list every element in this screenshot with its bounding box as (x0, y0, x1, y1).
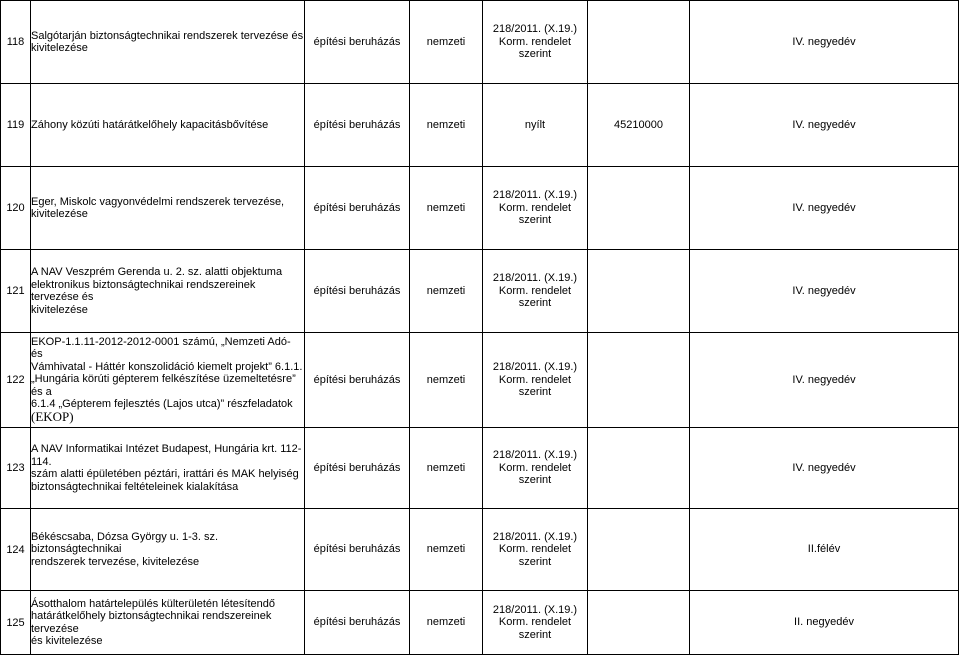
procedure-law: 218/2011. (X.19.) Korm. rendelet szerint (483, 428, 588, 509)
row-number: 122 (1, 333, 31, 428)
procedure-regime: nemzeti (410, 167, 483, 250)
project-title: A NAV Informatikai Intézet Budapest, Hungária krt. 112-114. szám alatti épületében péztári, irattári és MAK helyiség biztonságtechnikai feltételeinek kialakítása (31, 428, 305, 509)
table-row (1, 428, 959, 509)
planned-period: IV. negyedév (690, 1, 959, 84)
procedure-law: 218/2011. (X.19.) Korm. rendelet szerint (483, 333, 588, 428)
planned-period: IV. negyedév (690, 167, 959, 250)
row-number: 125 (1, 591, 31, 655)
procedure-regime: nemzeti (410, 509, 483, 591)
cpv-code (588, 167, 690, 250)
table-row (1, 167, 959, 250)
procedure-regime: nemzeti (410, 250, 483, 333)
cpv-code (588, 509, 690, 591)
table-row (1, 250, 959, 333)
cpv-code (588, 250, 690, 333)
row-number: 123 (1, 428, 31, 509)
cpv-code (588, 428, 690, 509)
procurement-type: építési beruházás (305, 1, 410, 84)
procedure-law: 218/2011. (X.19.) Korm. rendelet szerint (483, 1, 588, 84)
table-row (1, 591, 959, 655)
project-title: Záhony közúti határátkelőhely kapacitásbővítése (31, 84, 305, 167)
planned-period: IV. negyedév (690, 84, 959, 167)
table-row (1, 1, 959, 84)
procurement-type: építési beruházás (305, 250, 410, 333)
cpv-code: 45210000 (588, 84, 690, 167)
cpv-code (588, 591, 690, 655)
procedure-regime: nemzeti (410, 591, 483, 655)
procedure-law: nyílt (483, 84, 588, 167)
row-number: 120 (1, 167, 31, 250)
procedure-regime: nemzeti (410, 1, 483, 84)
planned-period: IV. negyedév (690, 428, 959, 509)
project-title: EKOP-1.1.11-2012-2012-0001 számú, „Nemzeti Adó- és Vámhivatal - Háttér konszolidáció kiemelt projekt” 6.1.1. „Hungária körúti gépterem felkészítése üzemeltetésre” és a 6.1.4 „Gépterem fejlesztés (Lajos utca)” részfeladatok (EKOP) (31, 333, 305, 428)
row-number: 118 (1, 1, 31, 84)
cpv-code (588, 1, 690, 84)
row-number: 124 (1, 509, 31, 591)
procedure-law: 218/2011. (X.19.) Korm. rendelet szerint (483, 591, 588, 655)
project-title: Eger, Miskolc vagyonvédelmi rendszerek tervezése, kivitelezése (31, 167, 305, 250)
table-row (1, 84, 959, 167)
procedure-law: 218/2011. (X.19.) Korm. rendelet szerint (483, 167, 588, 250)
cpv-code (588, 333, 690, 428)
project-title: Ásotthalom határtelepülés külterületén létesítendő határátkelőhely biztonságtechnikai rendszereinek tervezése és kivitelezése (31, 591, 305, 655)
project-code-suffix: (EKOP) (31, 408, 74, 424)
planned-period: II. negyedév (690, 591, 959, 655)
procurement-type: építési beruházás (305, 428, 410, 509)
procedure-regime: nemzeti (410, 84, 483, 167)
procedure-law: 218/2011. (X.19.) Korm. rendelet szerint (483, 250, 588, 333)
table-row (1, 509, 959, 591)
planned-period: IV. negyedév (690, 250, 959, 333)
project-title: Békéscsaba, Dózsa György u. 1-3. sz. biztonságtechnikai rendszerek tervezése, kivitelezése (31, 509, 305, 591)
procurement-type: építési beruházás (305, 333, 410, 428)
row-number: 119 (1, 84, 31, 167)
procurement-type: építési beruházás (305, 509, 410, 591)
procurement-type: építési beruházás (305, 167, 410, 250)
planned-period: II.félév (690, 509, 959, 591)
table-row (1, 333, 959, 428)
procedure-law: 218/2011. (X.19.) Korm. rendelet szerint (483, 509, 588, 591)
procedure-regime: nemzeti (410, 428, 483, 509)
procurement-type: építési beruházás (305, 591, 410, 655)
planned-period: IV. negyedév (690, 333, 959, 428)
procedure-regime: nemzeti (410, 333, 483, 428)
row-number: 121 (1, 250, 31, 333)
project-title: A NAV Veszprém Gerenda u. 2. sz. alatti objektuma elektronikus biztonságtechnikai rendszereinek tervezése és kivitelezése (31, 250, 305, 333)
procurement-type: építési beruházás (305, 84, 410, 167)
project-title: Salgótarján biztonságtechnikai rendszerek tervezése és kivitelezése (31, 1, 305, 84)
